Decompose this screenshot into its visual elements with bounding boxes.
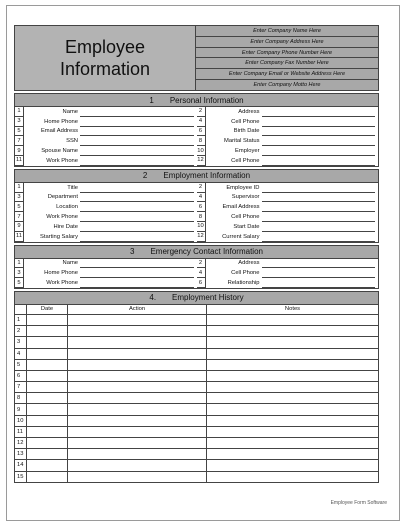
left-field bbox=[15, 268, 197, 278]
field-input-line[interactable] bbox=[262, 117, 376, 127]
history-row bbox=[15, 337, 378, 348]
field-number: 3 bbox=[15, 193, 24, 203]
field-number: 2 bbox=[197, 183, 206, 193]
section-title: Personal Information bbox=[169, 95, 244, 105]
notes-cell[interactable] bbox=[207, 382, 378, 392]
field-label: Work Phone bbox=[46, 214, 78, 221]
left-field bbox=[15, 136, 197, 146]
notes-cell[interactable] bbox=[207, 427, 378, 437]
col-action: Action bbox=[68, 305, 207, 314]
field-number: 7 bbox=[15, 136, 24, 146]
field-number: 2 bbox=[197, 107, 206, 117]
field-label: Cell Phone bbox=[231, 118, 260, 125]
history-row bbox=[15, 349, 378, 360]
date-cell[interactable] bbox=[27, 326, 68, 336]
right-field bbox=[197, 156, 379, 166]
notes-cell[interactable] bbox=[207, 360, 378, 370]
col-notes: Notes bbox=[284, 306, 301, 313]
field-row bbox=[15, 268, 378, 278]
date-cell[interactable] bbox=[27, 360, 68, 370]
row-number: 2 bbox=[15, 326, 27, 336]
field-number: 1 bbox=[15, 107, 24, 117]
company-phone-field[interactable]: Enter Company Phone Number Here bbox=[196, 48, 378, 59]
left-field bbox=[15, 202, 197, 212]
field-rows bbox=[15, 107, 378, 166]
col-number bbox=[15, 305, 27, 314]
row-number: 15 bbox=[15, 472, 27, 482]
field-number: 6 bbox=[197, 202, 206, 212]
section-number: 4. bbox=[149, 293, 157, 303]
row-number: 3 bbox=[15, 337, 27, 347]
field-label: Hire Date bbox=[53, 223, 78, 230]
field-number: 2 bbox=[197, 259, 206, 269]
section-title: Emergency Contact Information bbox=[150, 247, 263, 257]
field-input-line[interactable] bbox=[80, 202, 194, 212]
field-number: 12 bbox=[197, 156, 206, 166]
section-title: Employment Information bbox=[163, 171, 251, 181]
notes-cell[interactable] bbox=[207, 460, 378, 470]
field-number: 3 bbox=[15, 117, 24, 127]
right-field bbox=[197, 117, 379, 127]
row-number: 8 bbox=[15, 393, 27, 403]
field-number: 11 bbox=[15, 232, 24, 242]
field-input-line[interactable] bbox=[80, 183, 194, 193]
notes-cell[interactable] bbox=[207, 472, 378, 482]
date-cell[interactable] bbox=[27, 427, 68, 437]
field-label: Cell Phone bbox=[231, 157, 260, 164]
action-cell[interactable] bbox=[68, 382, 207, 392]
date-cell[interactable] bbox=[27, 449, 68, 459]
row-number: 4 bbox=[15, 349, 27, 359]
left-field bbox=[15, 117, 197, 127]
field-number: 6 bbox=[197, 278, 206, 288]
action-cell[interactable] bbox=[68, 460, 207, 470]
field-row bbox=[15, 136, 378, 146]
field-number: 10 bbox=[197, 146, 206, 156]
section-number: 1 bbox=[149, 95, 154, 105]
action-cell[interactable] bbox=[68, 404, 207, 414]
field-row bbox=[15, 202, 378, 212]
date-cell[interactable] bbox=[27, 438, 68, 448]
history-row bbox=[15, 315, 378, 326]
action-cell[interactable] bbox=[68, 337, 207, 347]
field-number: 1 bbox=[15, 259, 24, 269]
field-input-line[interactable] bbox=[80, 146, 194, 156]
field-row bbox=[15, 146, 378, 156]
field-label: Work Phone bbox=[46, 280, 78, 287]
row-number: 1 bbox=[15, 315, 27, 325]
field-label: Cell Phone bbox=[231, 214, 260, 221]
field-number: 11 bbox=[15, 156, 24, 166]
field-row bbox=[15, 222, 378, 232]
history-row bbox=[15, 427, 378, 438]
field-input-line[interactable] bbox=[262, 107, 376, 117]
field-input-line[interactable] bbox=[80, 259, 194, 269]
field-number: 3 bbox=[15, 268, 24, 278]
field-row bbox=[15, 278, 378, 288]
field-number: 4 bbox=[197, 268, 206, 278]
notes-cell[interactable] bbox=[207, 371, 378, 381]
right-field bbox=[197, 183, 379, 193]
field-label: Spouse Name bbox=[41, 148, 78, 155]
action-cell[interactable] bbox=[68, 371, 207, 381]
row-number: 7 bbox=[15, 382, 27, 392]
personal-section bbox=[14, 93, 379, 167]
notes-cell[interactable] bbox=[207, 393, 378, 403]
right-field bbox=[197, 259, 379, 269]
field-input-line[interactable] bbox=[262, 268, 376, 278]
history-row bbox=[15, 360, 378, 371]
right-field bbox=[197, 202, 379, 212]
field-label: Location bbox=[56, 204, 78, 211]
form-page bbox=[6, 5, 400, 521]
field-label: Marital Status bbox=[224, 138, 260, 145]
row-number: 9 bbox=[15, 404, 27, 414]
field-input-line[interactable] bbox=[262, 136, 376, 146]
notes-cell[interactable] bbox=[207, 449, 378, 459]
date-cell[interactable] bbox=[27, 382, 68, 392]
field-label: Name bbox=[62, 108, 78, 115]
field-row bbox=[15, 127, 378, 137]
company-name-field[interactable]: Enter Company Name Here bbox=[196, 26, 378, 37]
left-field bbox=[15, 183, 197, 193]
field-number: 9 bbox=[15, 222, 24, 232]
history-row bbox=[15, 472, 378, 482]
left-field bbox=[15, 127, 197, 137]
field-rows bbox=[15, 259, 378, 288]
field-label: Current Salary bbox=[222, 233, 260, 240]
left-field bbox=[15, 156, 197, 166]
field-number: 5 bbox=[15, 202, 24, 212]
field-label: Email Address bbox=[222, 204, 260, 211]
field-label: Home Phone bbox=[44, 118, 78, 125]
field-label: Starting Salary bbox=[39, 233, 78, 240]
field-number: 8 bbox=[197, 212, 206, 222]
history-row bbox=[15, 449, 378, 460]
field-number: 5 bbox=[15, 127, 24, 137]
field-label: Birth Date bbox=[233, 128, 260, 135]
notes-cell[interactable] bbox=[207, 438, 378, 448]
field-number: 1 bbox=[15, 183, 24, 193]
history-row bbox=[15, 438, 378, 449]
field-number: 5 bbox=[15, 278, 24, 288]
field-input-line[interactable] bbox=[262, 222, 376, 232]
emergency-section bbox=[14, 245, 379, 289]
right-field bbox=[197, 222, 379, 232]
field-number: 6 bbox=[197, 127, 206, 137]
footer-credit: Employee Form Software bbox=[330, 500, 387, 506]
left-field bbox=[15, 278, 197, 288]
field-input-line[interactable] bbox=[80, 156, 194, 166]
field-label: Cell Phone bbox=[231, 270, 260, 277]
row-number: 14 bbox=[15, 460, 27, 470]
notes-cell[interactable] bbox=[207, 404, 378, 414]
history-row bbox=[15, 416, 378, 427]
notes-cell[interactable] bbox=[207, 416, 378, 426]
field-label: Start Date bbox=[233, 223, 260, 230]
field-label: Home Phone bbox=[44, 270, 78, 277]
history-column-headers bbox=[15, 305, 378, 315]
field-row bbox=[15, 193, 378, 203]
right-field bbox=[197, 127, 379, 137]
action-cell[interactable] bbox=[68, 349, 207, 359]
action-cell[interactable] bbox=[68, 326, 207, 336]
field-input-line[interactable] bbox=[80, 107, 194, 117]
date-cell[interactable] bbox=[27, 393, 68, 403]
left-field bbox=[15, 222, 197, 232]
date-cell[interactable] bbox=[27, 371, 68, 381]
field-row bbox=[15, 156, 378, 166]
field-input-line[interactable] bbox=[262, 193, 376, 203]
row-number: 5 bbox=[15, 360, 27, 370]
action-cell[interactable] bbox=[68, 472, 207, 482]
field-input-line[interactable] bbox=[262, 156, 376, 166]
field-number: 4 bbox=[197, 193, 206, 203]
field-input-line[interactable] bbox=[80, 136, 194, 146]
title-line-1: Employee bbox=[64, 37, 146, 57]
field-input-line[interactable] bbox=[262, 183, 376, 193]
field-input-line[interactable] bbox=[80, 232, 194, 242]
field-label: Email Address bbox=[40, 128, 78, 135]
field-input-line[interactable] bbox=[80, 278, 194, 288]
field-rows bbox=[15, 183, 378, 242]
company-web-field[interactable]: Enter Company Email or Website Address Here bbox=[196, 69, 378, 80]
history-row bbox=[15, 460, 378, 471]
history-row bbox=[15, 393, 378, 404]
field-input-line[interactable] bbox=[80, 193, 194, 203]
row-number: 12 bbox=[15, 438, 27, 448]
field-input-line[interactable] bbox=[80, 268, 194, 278]
action-cell[interactable] bbox=[68, 393, 207, 403]
title-line-2: Information bbox=[59, 59, 151, 79]
history-section bbox=[14, 291, 379, 483]
section-header bbox=[15, 94, 378, 107]
notes-cell[interactable] bbox=[207, 337, 378, 347]
field-row bbox=[15, 107, 378, 117]
field-label: Name bbox=[62, 260, 78, 267]
right-field bbox=[197, 212, 379, 222]
section-number: 3 bbox=[130, 247, 135, 257]
field-number: 9 bbox=[15, 146, 24, 156]
field-row bbox=[15, 259, 378, 269]
company-fax-field[interactable]: Enter Company Fax Number Here bbox=[196, 58, 378, 69]
company-motto-field[interactable]: Enter Company Motto Here bbox=[196, 80, 378, 90]
employee-form bbox=[14, 25, 379, 483]
field-number: 7 bbox=[15, 212, 24, 222]
form-title bbox=[15, 26, 196, 90]
date-cell[interactable] bbox=[27, 337, 68, 347]
left-field bbox=[15, 212, 197, 222]
row-number: 10 bbox=[15, 416, 27, 426]
date-cell[interactable] bbox=[27, 315, 68, 325]
col-date: Date bbox=[27, 305, 68, 314]
row-number: 6 bbox=[15, 371, 27, 381]
field-input-line[interactable] bbox=[80, 212, 194, 222]
date-cell[interactable] bbox=[27, 404, 68, 414]
notes-cell[interactable] bbox=[207, 326, 378, 336]
field-label: Employee ID bbox=[226, 184, 260, 191]
field-label: Address bbox=[238, 108, 260, 115]
action-cell[interactable] bbox=[68, 416, 207, 426]
right-field bbox=[197, 278, 379, 288]
right-field bbox=[197, 193, 379, 203]
section-header bbox=[15, 292, 378, 305]
field-label: Supervisor bbox=[231, 194, 260, 201]
history-row bbox=[15, 404, 378, 415]
history-rows bbox=[15, 315, 378, 482]
date-cell[interactable] bbox=[27, 349, 68, 359]
date-cell[interactable] bbox=[27, 416, 68, 426]
action-cell[interactable] bbox=[68, 315, 207, 325]
field-label: Work Phone bbox=[46, 157, 78, 164]
right-field bbox=[197, 232, 379, 242]
field-input-line[interactable] bbox=[262, 127, 376, 137]
field-label: Department bbox=[47, 194, 78, 201]
field-label: Relationship bbox=[227, 280, 260, 287]
row-number: 13 bbox=[15, 449, 27, 459]
action-cell[interactable] bbox=[68, 427, 207, 437]
left-field bbox=[15, 107, 197, 117]
field-label: SSN bbox=[66, 138, 78, 145]
field-input-line[interactable] bbox=[262, 202, 376, 212]
right-field bbox=[197, 268, 379, 278]
section-header bbox=[15, 170, 378, 183]
field-label: Employer bbox=[235, 148, 260, 155]
right-field bbox=[197, 146, 379, 156]
date-cell[interactable] bbox=[27, 472, 68, 482]
field-input-line[interactable] bbox=[262, 212, 376, 222]
field-number: 8 bbox=[197, 136, 206, 146]
field-row bbox=[15, 117, 378, 127]
company-info bbox=[196, 26, 378, 90]
field-row bbox=[15, 183, 378, 193]
section-number: 2 bbox=[142, 171, 148, 181]
action-cell[interactable] bbox=[68, 438, 207, 448]
right-field bbox=[197, 107, 379, 117]
company-address-field[interactable]: Enter Company Address Here bbox=[196, 37, 378, 48]
section-header bbox=[15, 246, 378, 259]
notes-cell[interactable] bbox=[207, 349, 378, 359]
field-input-line[interactable] bbox=[262, 278, 376, 288]
field-label: Address bbox=[238, 260, 260, 267]
field-number: 10 bbox=[197, 222, 206, 232]
left-field bbox=[15, 146, 197, 156]
history-row bbox=[15, 382, 378, 393]
left-field bbox=[15, 259, 197, 269]
field-row bbox=[15, 232, 378, 242]
history-row bbox=[15, 371, 378, 382]
date-cell[interactable] bbox=[27, 460, 68, 470]
field-number: 4 bbox=[197, 117, 206, 127]
notes-cell[interactable] bbox=[207, 315, 378, 325]
left-field bbox=[15, 193, 197, 203]
history-row bbox=[15, 326, 378, 337]
action-cell[interactable] bbox=[68, 360, 207, 370]
field-label: Title bbox=[67, 184, 78, 191]
section-title: Employment History bbox=[172, 293, 244, 303]
field-input-line[interactable] bbox=[262, 146, 376, 156]
field-input-line[interactable] bbox=[80, 222, 194, 232]
field-row bbox=[15, 212, 378, 222]
right-field bbox=[197, 136, 379, 146]
field-input-line[interactable] bbox=[80, 127, 194, 137]
left-field bbox=[15, 232, 197, 242]
field-input-line[interactable] bbox=[262, 232, 376, 242]
action-cell[interactable] bbox=[68, 449, 207, 459]
row-number: 11 bbox=[15, 427, 27, 437]
field-input-line[interactable] bbox=[80, 117, 194, 127]
employment-section bbox=[14, 169, 379, 243]
field-input-line[interactable] bbox=[262, 259, 376, 269]
field-number: 12 bbox=[197, 232, 206, 242]
form-header bbox=[14, 25, 379, 91]
